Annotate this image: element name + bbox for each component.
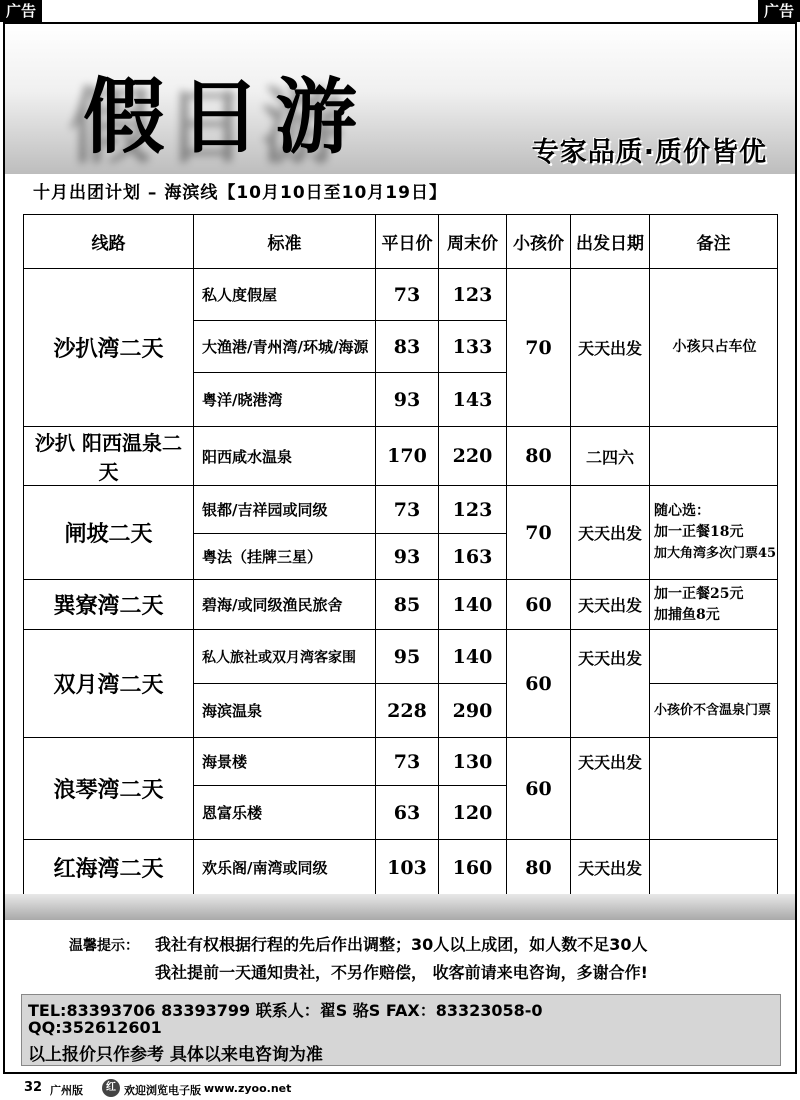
contact-phone-line: TEL:83393706 83393799 联系人：翟S 骆S FAX：83323058-0: [28, 1001, 543, 1020]
depart-date: 天天出发: [571, 486, 650, 580]
note-line: 加一正餐25元: [654, 585, 744, 602]
weekday-price: 73: [376, 486, 439, 534]
weekend-price: 163: [439, 534, 507, 580]
tips-line-1: 我社有权根据行程的先后作出调整；30人以上成团，如人数不足30人: [155, 935, 648, 954]
page-footer: [0, 1078, 800, 1100]
standard-cell: 阳西咸水温泉: [194, 427, 376, 486]
note-cell: [650, 580, 778, 630]
route-cell: 巽寮湾二天: [24, 580, 194, 630]
table-row: [24, 486, 778, 534]
child-price: 60: [507, 580, 571, 630]
note-cell: [650, 738, 778, 840]
edition-label: 广州版: [50, 1084, 83, 1097]
weekend-price: 220: [439, 427, 507, 486]
standard-cell: 海滨温泉: [194, 684, 376, 738]
weekend-price: 160: [439, 840, 507, 896]
standard-cell: 海景楼: [194, 738, 376, 786]
route-cell: 红海湾二天: [24, 840, 194, 896]
contact-qq-line: QQ:352612601: [28, 1018, 162, 1037]
note-cell: 小孩只占车位: [650, 269, 778, 427]
child-price: 70: [507, 486, 571, 580]
table-row: [24, 427, 778, 486]
footer-url[interactable]: www.zyoo.net: [204, 1082, 292, 1095]
ad-frame: [3, 22, 797, 1074]
weekday-price: 73: [376, 738, 439, 786]
table-row: [24, 630, 778, 684]
note-line: 加大角湾多次门票45: [654, 546, 777, 561]
weekend-price: 130: [439, 738, 507, 786]
weekday-price: 73: [376, 269, 439, 321]
depart-date: 二四六: [571, 427, 650, 486]
standard-cell: 恩富乐楼: [194, 786, 376, 840]
header-depart-date: 出发日期: [571, 215, 650, 269]
page-title: 假日游: [83, 70, 372, 165]
header-weekday-price: 平日价: [376, 215, 439, 269]
table-row: [24, 840, 778, 896]
standard-cell: 碧海/或同级渔民旅舍: [194, 580, 376, 630]
standard-cell: 私人度假屋: [194, 269, 376, 321]
contact-disclaimer: 以上报价只作参考 具体以来电咨询为准: [28, 1045, 323, 1065]
header-banner: [5, 24, 795, 174]
note-cell: [650, 486, 778, 580]
weekday-price: 85: [376, 580, 439, 630]
depart-date: 天天出发: [571, 269, 650, 427]
weekend-price: 120: [439, 786, 507, 840]
child-price: 60: [507, 738, 571, 840]
route-cell: 双月湾二天: [24, 630, 194, 738]
note-line: 加捕鱼8元: [654, 606, 720, 623]
header-child-price: 小孩价: [507, 215, 571, 269]
depart-date: 天天出发: [571, 580, 650, 630]
weekday-price: 103: [376, 840, 439, 896]
brand-logo-icon: 红: [102, 1079, 120, 1097]
ad-label-right: 广告: [758, 0, 800, 22]
child-price: 80: [507, 427, 571, 486]
price-table: [23, 214, 778, 896]
tips-line-2: 我社提前一天通知贵社，不另作赔偿， 收客前请来电咨询，多谢合作!: [155, 963, 648, 982]
table-row: [24, 269, 778, 321]
slogan: 专家品质·质价皆优: [531, 137, 767, 168]
weekend-price: 123: [439, 486, 507, 534]
table-header-row: [24, 215, 778, 269]
plan-title: 十月出团计划 – 海滨线【10月10日至10月19日】: [33, 183, 447, 203]
depart-date: 天天出发: [571, 840, 650, 896]
contact-box: [21, 994, 781, 1066]
note-cell: [650, 840, 778, 896]
table-row: [24, 580, 778, 630]
child-price: 80: [507, 840, 571, 896]
note-cell: [650, 630, 778, 684]
depart-date: 天天出发: [571, 630, 650, 738]
standard-cell: 粤洋/晓港湾: [194, 373, 376, 427]
weekday-price: 228: [376, 684, 439, 738]
footer-text: 欢迎浏览电子版: [124, 1084, 201, 1097]
ad-label-left: 广告: [0, 0, 42, 22]
standard-cell: 粤法（挂牌三星）: [194, 534, 376, 580]
note-cell: [650, 427, 778, 486]
weekday-price: 170: [376, 427, 439, 486]
weekday-price: 95: [376, 630, 439, 684]
weekday-price: 93: [376, 373, 439, 427]
weekday-price: 63: [376, 786, 439, 840]
table-row: [24, 738, 778, 786]
tips-label: 温馨提示：: [69, 938, 139, 954]
weekday-price: 93: [376, 534, 439, 580]
standard-cell: 银都/吉祥园或同级: [194, 486, 376, 534]
page-number: 32: [24, 1080, 43, 1095]
child-price: 60: [507, 630, 571, 738]
weekday-price: 83: [376, 321, 439, 373]
weekend-price: 140: [439, 580, 507, 630]
standard-cell: 私人旅社或双月湾客家围: [194, 630, 376, 684]
weekend-price: 123: [439, 269, 507, 321]
standard-cell: 欢乐阁/南湾或同级: [194, 840, 376, 896]
weekend-price: 290: [439, 684, 507, 738]
route-cell: 闸坡二天: [24, 486, 194, 580]
note-line: 随心选：: [654, 503, 710, 519]
header-standard: 标准: [194, 215, 376, 269]
route-cell: 沙扒湾二天: [24, 269, 194, 427]
divider-band: [5, 894, 795, 920]
route-cell: 沙扒 阳西温泉二天: [24, 427, 194, 486]
standard-cell: 大渔港/青州湾/环城/海源: [194, 321, 376, 373]
route-cell: 浪琴湾二天: [24, 738, 194, 840]
header-weekend-price: 周末价: [439, 215, 507, 269]
weekend-price: 140: [439, 630, 507, 684]
note-cell: 小孩价不含温泉门票: [650, 684, 778, 738]
header-route: 线路: [24, 215, 194, 269]
weekend-price: 133: [439, 321, 507, 373]
weekend-price: 143: [439, 373, 507, 427]
depart-date: 天天出发: [571, 738, 650, 840]
child-price: 70: [507, 269, 571, 427]
note-line: 加一正餐18元: [654, 524, 744, 540]
header-note: 备注: [650, 215, 778, 269]
